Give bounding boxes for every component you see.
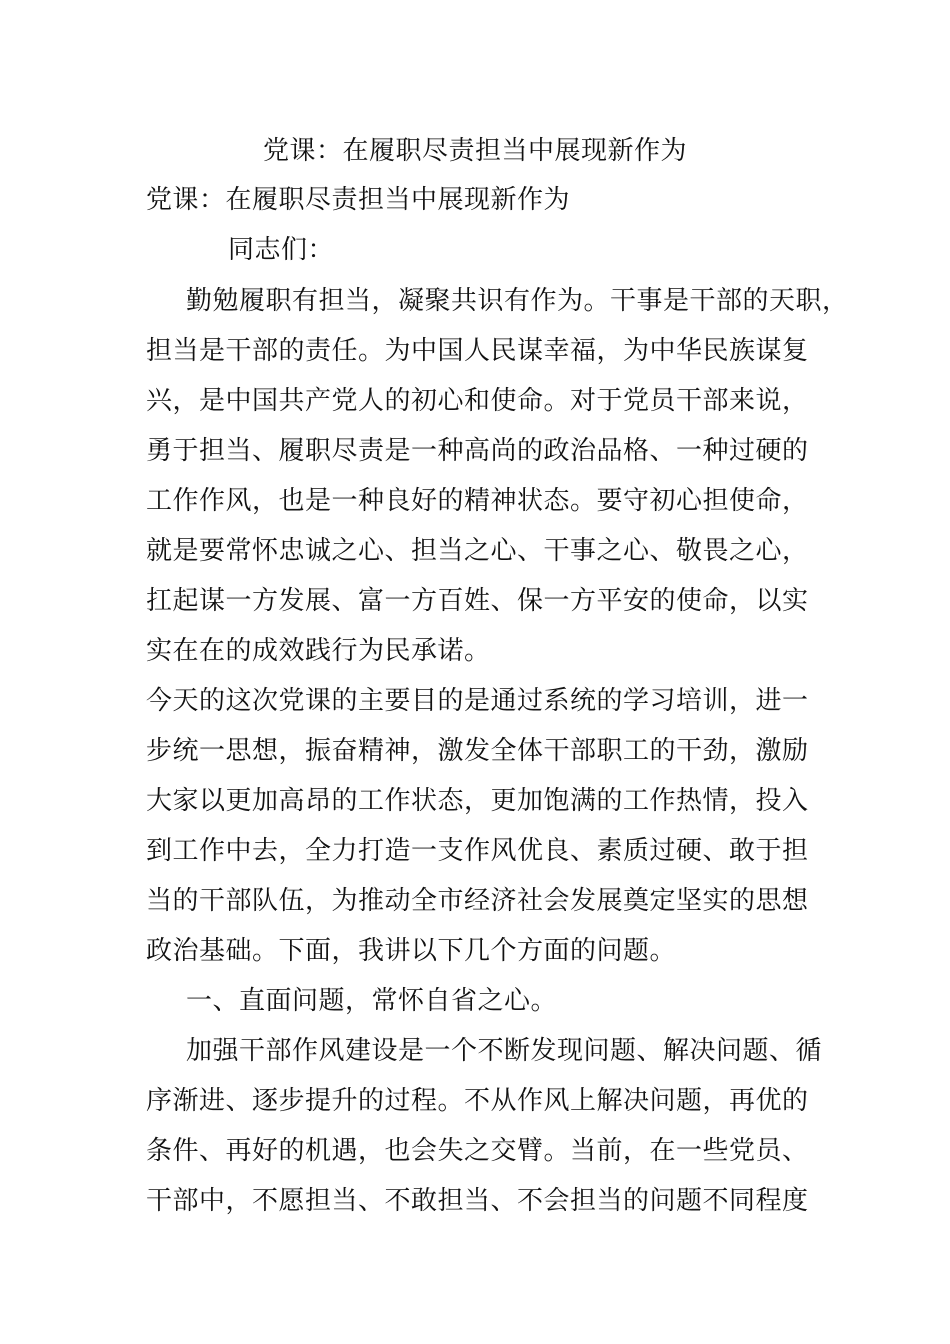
paragraph-line: 大家以更加高昂的工作状态，更加饱满的工作热情，投入 (146, 786, 809, 816)
paragraph-line: 当的干部队伍，为推动全市经济社会发展奠定坚实的思想 (146, 886, 809, 916)
paragraph-line: 就是要常怀忠诚之心、担当之心、干事之心、敬畏之心， (146, 536, 809, 566)
paragraph-line: 条件、再好的机遇，也会失之交臂。当前，在一些党员、 (146, 1136, 809, 1166)
section-heading: 一、直面问题，常怀自省之心。 (186, 986, 558, 1016)
paragraph-line: 勤勉履职有担当，凝聚共识有作为。干事是干部的天职， (186, 286, 849, 316)
paragraph-line: 步统一思想，振奋精神，激发全体干部职工的干劲，激励 (146, 736, 809, 766)
paragraph-line: 加强干部作风建设是一个不断发现问题、解决问题、循 (186, 1036, 823, 1066)
paragraph-line: 实在在的成效践行为民承诺。 (146, 636, 491, 666)
paragraph-line: 扛起谋一方发展、富一方百姓、保一方平安的使命，以实 (146, 586, 809, 616)
paragraph-line: 勇于担当、履职尽责是一种高尚的政治品格、一种过硬的 (146, 436, 809, 466)
paragraph-line: 序渐进、逐步提升的过程。不从作风上解决问题，再优的 (146, 1086, 809, 1116)
paragraph-line: 干部中，不愿担当、不敢担当、不会担当的问题不同程度 (146, 1186, 809, 1216)
document-subtitle: 党课：在履职尽责担当中展现新作为 (146, 185, 571, 215)
paragraph-line: 工作作风，也是一种良好的精神状态。要守初心担使命， (146, 486, 809, 516)
paragraph-line: 政治基础。下面，我讲以下几个方面的问题。 (146, 936, 677, 966)
paragraph-line: 兴，是中国共产党人的初心和使命。对于党员干部来说， (146, 386, 809, 416)
salutation: 同志们： (228, 235, 335, 265)
paragraph-line: 今天的这次党课的主要目的是通过系统的学习培训，进一 (146, 686, 809, 716)
document-title: 党课：在履职尽责担当中展现新作为 (262, 136, 687, 166)
paragraph-line: 担当是干部的责任。为中国人民谋幸福，为中华民族谋复 (146, 336, 809, 366)
paragraph-line: 到工作中去，全力打造一支作风优良、素质过硬、敢于担 (146, 836, 809, 866)
